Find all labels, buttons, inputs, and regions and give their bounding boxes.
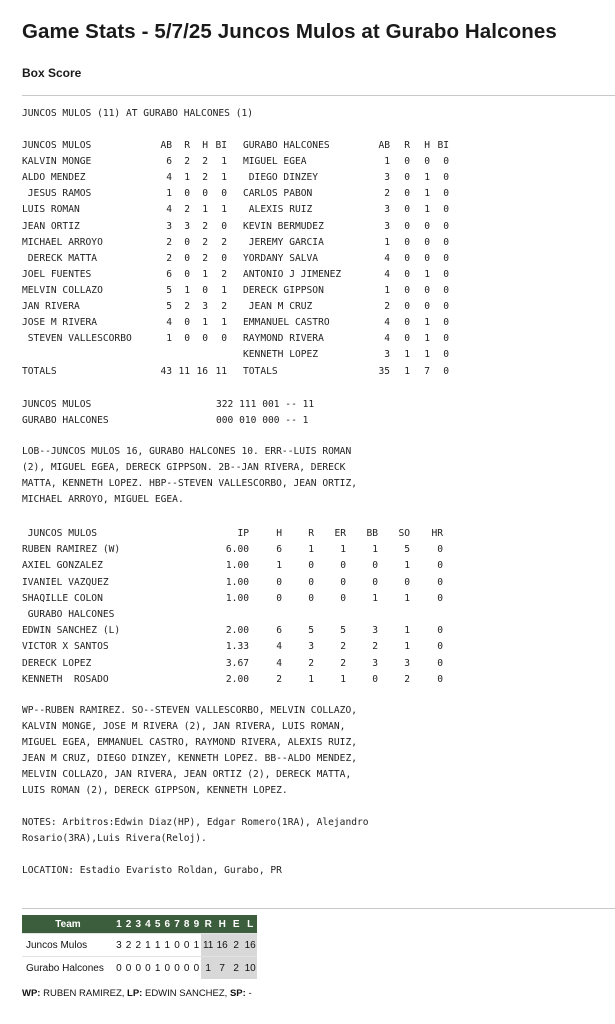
home-batter-name: DIEGO DINZEY [243, 172, 319, 184]
away-batting-header-ab: AB [160, 140, 172, 151]
pitching-header-er: ER [334, 528, 346, 539]
home-batter-name: JEREMY GARCIA [243, 236, 324, 248]
away-pitcher-h: 6 [276, 544, 282, 556]
pitching-header-r: R [308, 528, 314, 539]
home-pitcher-so: 2 [404, 673, 410, 685]
linescore-lob: 10 [243, 957, 257, 980]
home-pitcher-r: 1 [308, 673, 314, 685]
away-batter-h: 0 [202, 284, 208, 296]
home-batter-bi: 0 [443, 156, 449, 168]
away-totals-ab: 43 [160, 366, 172, 377]
home-batter-bi: 0 [443, 236, 449, 248]
location-note: LOCATION: Estadio Evaristo Roldan, Gurabo, PR [22, 865, 282, 876]
home-batter-h: 1 [424, 188, 430, 200]
away-pitcher-bb: 0 [372, 560, 378, 572]
home-pitcher-h: 4 [276, 641, 282, 653]
away-batter-h: 2 [202, 220, 208, 232]
home-batter-ab: 4 [384, 268, 390, 280]
home-pitcher-bb: 0 [372, 673, 378, 685]
away-batter-h: 1 [202, 317, 208, 329]
away-batter-name: JOEL FUENTES [22, 268, 92, 280]
linescore-header-8: 8 [182, 915, 192, 934]
home-batter-ab: 3 [384, 349, 390, 361]
home-pitcher-ip: 2.00 [225, 673, 249, 685]
home-batter-h: 0 [424, 252, 430, 264]
away-batter-r: 2 [184, 204, 190, 216]
lp-value: EDWIN SANCHEZ, [142, 988, 230, 999]
home-pitcher-r: 3 [308, 641, 314, 653]
home-pitcher-h: 4 [276, 657, 282, 669]
away-batter-r: 1 [184, 172, 190, 184]
away-batter-ab: 5 [166, 301, 172, 312]
away-batter-h: 0 [202, 188, 208, 200]
away-pitcher-r: 0 [308, 576, 314, 588]
home-pitcher-er: 2 [340, 641, 346, 653]
away-batting-header-name: JUNCOS MULOS [22, 140, 92, 151]
away-pitcher-so: 0 [404, 576, 410, 588]
home-batter-ab: 4 [384, 252, 390, 264]
away-batter-ab: 4 [166, 204, 172, 216]
linescore-hits: 7 [215, 957, 229, 980]
away-batter-r: 0 [184, 252, 190, 264]
away-pitcher-name: SHAQILLE COLON [22, 592, 103, 604]
home-pitcher-name: DERECK LOPEZ [22, 657, 92, 669]
home-batter-ab: 1 [384, 156, 390, 168]
away-batter-h: 1 [202, 268, 208, 280]
home-totals-name: TOTALS [243, 366, 278, 377]
home-batter-name: KENNETH LOPEZ [243, 349, 319, 361]
home-batting-header-ab: AB [378, 140, 390, 151]
home-pitcher-hr: 0 [437, 657, 443, 669]
away-batter-bi: 1 [221, 204, 227, 216]
home-batter-bi: 0 [443, 268, 449, 280]
away-pitcher-r: 0 [308, 560, 314, 572]
away-pitcher-h: 1 [276, 560, 282, 572]
home-pitcher-r: 2 [308, 657, 314, 669]
sp-value: - [245, 988, 252, 999]
away-batter-name: MELVIN COLLAZO [22, 284, 103, 296]
away-batter-ab: 6 [166, 268, 172, 280]
home-batter-bi: 0 [443, 188, 449, 200]
score-line-innings: 322 111 001 -- 11 [216, 399, 315, 410]
away-batter-r: 0 [184, 236, 190, 248]
linescore-header-h: H [215, 915, 229, 934]
linescore-team-name: Juncos Mulos [22, 934, 114, 957]
linescore-header-3: 3 [133, 915, 143, 934]
home-batter-r: 0 [404, 220, 410, 232]
away-batting-header-h: H [202, 140, 208, 151]
away-batter-name: JAN RIVERA [22, 301, 80, 312]
linescore-inning-9: 1 [192, 934, 202, 957]
away-batter-name: LUIS ROMAN [22, 204, 80, 216]
home-batting-header-bi: BI [437, 140, 449, 151]
linescore-inning-7: 0 [172, 957, 182, 980]
home-batter-r: 0 [404, 252, 410, 264]
away-pitcher-bb: 1 [372, 544, 378, 556]
away-pitcher-bb: 1 [372, 592, 378, 604]
home-batter-r: 0 [404, 284, 410, 296]
away-pitcher-er: 0 [340, 592, 346, 604]
away-batter-h: 2 [202, 236, 208, 248]
linescore-inning-6: 1 [162, 934, 172, 957]
home-batter-ab: 3 [384, 220, 390, 232]
home-batter-r: 0 [404, 236, 410, 248]
away-batter-name: STEVEN VALLESCORBO [22, 333, 132, 345]
away-pitcher-er: 1 [340, 544, 346, 556]
away-batter-r: 0 [184, 317, 190, 329]
home-pitcher-r: 5 [308, 625, 314, 637]
home-batter-ab: 3 [384, 204, 390, 216]
home-batter-h: 1 [424, 349, 430, 361]
away-batter-r: 0 [184, 333, 190, 345]
away-batter-bi: 2 [221, 268, 227, 280]
away-batter-bi: 0 [221, 333, 227, 345]
away-batter-bi: 1 [221, 317, 227, 329]
away-batter-ab: 1 [166, 188, 172, 200]
away-batter-name: JESUS RAMOS [22, 188, 92, 200]
linescore-lob: 16 [243, 934, 257, 957]
score-line-innings: 000 010 000 -- 1 [216, 415, 309, 426]
linescore-row [22, 934, 257, 957]
away-pitcher-h: 0 [276, 592, 282, 604]
linescore-header-7: 7 [172, 915, 182, 934]
away-batter-ab: 5 [166, 284, 172, 296]
home-pitcher-ip: 3.67 [225, 657, 249, 669]
home-batter-h: 0 [424, 301, 430, 312]
away-batting-header-r: R [184, 140, 190, 151]
game-headline: JUNCOS MULOS (11) AT GURABO HALCONES (1) [22, 108, 254, 119]
away-batter-ab: 2 [166, 252, 172, 264]
away-batter-ab: 3 [166, 220, 172, 232]
away-batter-bi: 1 [221, 284, 227, 296]
home-pitcher-name: KENNETH ROSADO [22, 673, 109, 685]
home-batter-bi: 0 [443, 172, 449, 184]
linescore-inning-4: 0 [143, 957, 153, 980]
home-batting-header-name: GURABO HALCONES [243, 140, 330, 151]
home-batter-h: 0 [424, 236, 430, 248]
home-batter-h: 0 [424, 220, 430, 232]
home-pitcher-ip: 1.33 [225, 641, 249, 653]
away-batter-ab: 2 [166, 236, 172, 248]
linescore-errors: 2 [229, 934, 243, 957]
home-batter-name: YORDANY SALVA [243, 252, 319, 264]
away-batter-r: 3 [184, 220, 190, 232]
away-batter-r: 0 [184, 188, 190, 200]
away-batter-h: 2 [202, 156, 208, 168]
linescore-errors: 2 [229, 957, 243, 980]
linescore-header-row [22, 915, 257, 934]
linescore-header-r: R [201, 915, 215, 934]
away-batting-header-bi: BI [215, 140, 227, 151]
away-batter-bi: 0 [221, 188, 227, 200]
home-pitcher-ip: 2.00 [225, 625, 249, 637]
away-pitcher-h: 0 [276, 576, 282, 588]
home-batter-h: 1 [424, 317, 430, 329]
away-pitcher-bb: 0 [372, 576, 378, 588]
umpire-notes: NOTES: Arbitros:Edwin Diaz(HP), Edgar Romero(1RA), Alejandro Rosario(3RA),Luis Rivera(Reloj). [22, 817, 369, 844]
home-batter-ab: 4 [384, 317, 390, 329]
linescore-team-name: Gurabo Halcones [22, 957, 114, 980]
away-pitcher-name: AXIEL GONZALEZ [22, 560, 103, 572]
decisions-footer [22, 988, 252, 999]
home-batter-r: 0 [404, 268, 410, 280]
away-batter-r: 2 [184, 301, 190, 312]
away-pitcher-name: IVANIEL VAZQUEZ [22, 576, 109, 588]
away-pitcher-ip: 1.00 [225, 576, 249, 588]
home-batter-ab: 1 [384, 284, 390, 296]
home-batter-r: 0 [404, 317, 410, 329]
away-batter-name: JEAN ORTIZ [22, 220, 80, 232]
divider [22, 908, 615, 909]
away-batter-h: 0 [202, 333, 208, 345]
home-pitcher-name: VICTOR X SANTOS [22, 641, 109, 653]
away-pitcher-ip: 1.00 [225, 592, 249, 604]
home-batter-bi: 0 [443, 317, 449, 329]
home-batter-name: EMMANUEL CASTRO [243, 317, 330, 329]
away-batter-name: MICHAEL ARROYO [22, 236, 103, 248]
linescore-inning-8: 0 [182, 957, 192, 980]
linescore-header-2: 2 [124, 915, 134, 934]
home-batting-header-r: R [404, 140, 410, 151]
away-batter-r: 2 [184, 156, 190, 168]
home-batter-name: CARLOS PABON [243, 188, 313, 200]
wp-label: WP: [22, 988, 41, 999]
away-pitcher-name: RUBEN RAMIREZ (W) [22, 544, 121, 556]
away-pitcher-er: 0 [340, 560, 346, 572]
away-batter-h: 2 [202, 252, 208, 264]
pitching-header-so: SO [398, 528, 410, 539]
home-batter-h: 1 [424, 268, 430, 280]
away-batter-bi: 2 [221, 301, 227, 312]
home-batter-h: 1 [424, 172, 430, 184]
home-batter-r: 0 [404, 204, 410, 216]
home-pitcher-so: 3 [404, 657, 410, 669]
away-batter-h: 1 [202, 204, 208, 216]
linescore-inning-3: 0 [133, 957, 143, 980]
linescore-header-6: 6 [162, 915, 172, 934]
home-batter-r: 0 [404, 156, 410, 168]
home-batter-bi: 0 [443, 333, 449, 345]
linescore-inning-3: 2 [133, 934, 143, 957]
home-batter-r: 0 [404, 301, 410, 312]
home-batter-bi: 0 [443, 252, 449, 264]
home-totals-ab: 35 [378, 366, 390, 377]
home-batter-bi: 0 [443, 284, 449, 296]
score-line-team: JUNCOS MULOS [22, 399, 92, 410]
linescore-inning-1: 0 [114, 957, 124, 980]
home-pitching-team: GURABO HALCONES [22, 609, 115, 620]
linescore-inning-2: 0 [124, 957, 134, 980]
home-batting-header-h: H [424, 140, 430, 151]
home-batter-ab: 4 [384, 333, 390, 345]
page-title: Game Stats - 5/7/25 Juncos Mulos at Gurabo Halcones [22, 20, 557, 43]
home-pitcher-er: 5 [340, 625, 346, 637]
away-batter-r: 0 [184, 268, 190, 280]
home-batter-name: ALEXIS RUIZ [243, 204, 313, 216]
away-batter-h: 2 [202, 172, 208, 184]
divider [22, 95, 615, 96]
home-batter-bi: 0 [443, 204, 449, 216]
home-pitcher-bb: 2 [372, 641, 378, 653]
away-pitcher-ip: 1.00 [225, 560, 249, 572]
home-pitcher-bb: 3 [372, 657, 378, 669]
home-pitcher-h: 6 [276, 625, 282, 637]
pitching-header-bb: BB [366, 528, 378, 539]
away-batter-bi: 1 [221, 156, 227, 168]
home-batter-ab: 1 [384, 236, 390, 248]
away-pitcher-hr: 0 [437, 560, 443, 572]
score-line-team: GURABO HALCONES [22, 415, 109, 426]
home-batter-name: KEVIN BERMUDEZ [243, 220, 324, 232]
linescore-header-5: 5 [153, 915, 163, 934]
wp-value: RUBEN RAMIREZ, [40, 988, 128, 999]
linescore-header-e: E [229, 915, 243, 934]
away-totals-h: 16 [196, 366, 208, 377]
linescore-hits: 16 [215, 934, 229, 957]
linescore-runs: 11 [201, 934, 215, 957]
linescore-header-1: 1 [114, 915, 124, 934]
sp-label: SP: [229, 988, 246, 999]
linescore-header-team: Team [22, 915, 114, 934]
away-pitcher-hr: 0 [437, 592, 443, 604]
home-batter-r: 0 [404, 172, 410, 184]
home-batter-r: 0 [404, 188, 410, 200]
linescore-inning-1: 3 [114, 934, 124, 957]
pitching-header-name: JUNCOS MULOS [22, 528, 98, 539]
linescore-inning-7: 0 [172, 934, 182, 957]
home-batter-name: DERECK GIPPSON [243, 284, 324, 296]
away-batter-name: JOSE M RIVERA [22, 317, 98, 329]
linescore-inning-8: 0 [182, 934, 192, 957]
home-totals-bi: 0 [443, 366, 449, 377]
pitching-header-ip: IP [237, 528, 249, 539]
away-pitcher-ip: 6.00 [225, 544, 249, 556]
away-pitcher-so: 5 [404, 544, 410, 556]
batting-notes: LOB--JUNCOS MULOS 16, GURABO HALCONES 10. ERR--LUIS ROMAN (2), MIGUEL EGEA, DERECK GIPPSON. 2B--JAN RIVERA, DERECK MATTA, KENNETH LOPEZ. HBP--STEVEN VALLESCORBO, JEAN ORTIZ, MICHAEL ARROYO, MIGUEL EGEA. [22, 446, 358, 505]
home-batter-name: RAYMOND RIVERA [243, 333, 324, 345]
pitching-header-hr: HR [431, 528, 443, 539]
away-pitcher-so: 1 [404, 592, 410, 604]
home-batter-ab: 2 [384, 188, 390, 200]
away-batter-bi: 0 [221, 252, 227, 264]
linescore-inning-9: 0 [192, 957, 202, 980]
away-batter-bi: 2 [221, 236, 227, 248]
linescore-header-l: L [243, 915, 257, 934]
lp-label: LP: [127, 988, 143, 999]
home-totals-r: 1 [404, 366, 410, 377]
linescore-inning-6: 0 [162, 957, 172, 980]
away-pitcher-hr: 0 [437, 544, 443, 556]
home-batter-ab: 3 [384, 172, 390, 184]
home-batter-h: 0 [424, 156, 430, 168]
home-pitcher-hr: 0 [437, 625, 443, 637]
home-batter-h: 1 [424, 333, 430, 345]
linescore-runs: 1 [201, 957, 215, 980]
linescore-row [22, 957, 257, 980]
away-totals-name: TOTALS [22, 366, 57, 377]
home-pitcher-so: 1 [404, 625, 410, 637]
home-batter-bi: 0 [443, 301, 449, 312]
home-pitcher-so: 1 [404, 641, 410, 653]
home-batter-h: 0 [424, 284, 430, 296]
linescore-inning-5: 1 [153, 934, 163, 957]
away-batter-name: ALDO MENDEZ [22, 172, 86, 184]
home-batter-bi: 0 [443, 349, 449, 361]
home-batter-h: 1 [424, 204, 430, 216]
linescore-inning-2: 2 [124, 934, 134, 957]
linescore-header-9: 9 [192, 915, 202, 934]
away-batter-name: DERECK MATTA [22, 252, 98, 264]
away-batter-ab: 4 [166, 172, 172, 184]
linescore-table [22, 915, 257, 979]
away-pitcher-er: 0 [340, 576, 346, 588]
away-batter-r: 1 [184, 284, 190, 296]
away-totals-r: 11 [178, 366, 190, 377]
linescore-inning-4: 1 [143, 934, 153, 957]
home-batter-name: JEAN M CRUZ [243, 301, 313, 312]
home-pitcher-hr: 0 [437, 673, 443, 685]
home-pitcher-er: 2 [340, 657, 346, 669]
away-batter-ab: 1 [166, 333, 172, 345]
home-pitcher-h: 2 [276, 673, 282, 685]
away-batter-ab: 4 [166, 317, 172, 329]
home-batter-ab: 2 [384, 301, 390, 312]
home-batter-r: 0 [404, 333, 410, 345]
pitching-header-h: H [276, 528, 282, 539]
away-batter-name: KALVIN MONGE [22, 156, 92, 168]
home-pitcher-name: EDWIN SANCHEZ (L) [22, 625, 121, 637]
home-batter-r: 1 [404, 349, 410, 361]
linescore-inning-5: 1 [153, 957, 163, 980]
linescore-header-4: 4 [143, 915, 153, 934]
section-heading-box-score: Box Score [22, 66, 82, 80]
pitching-notes: WP--RUBEN RAMIREZ. SO--STEVEN VALLESCORBO, MELVIN COLLAZO, KALVIN MONGE, JOSE M RIVERA (2), JAN RIVERA, LUIS ROMAN, MIGUEL EGEA, EMMANUEL CASTRO, RAYMOND RIVERA, ALEXIS RUIZ, JEAN M CRUZ, DIEGO DINZEY, KENNETH LOPEZ. BB--ALDO MENDEZ, MELVIN COLLAZO, JAN RIVERA, JEAN ORTIZ (2), DERECK MATTA, LUIS ROMAN (2), DERECK GIPPSON, KENNETH LOPEZ. [22, 705, 358, 796]
home-batter-name: ANTONIO J JIMENEZ [243, 268, 342, 280]
away-batter-ab: 6 [166, 156, 172, 168]
home-pitcher-er: 1 [340, 673, 346, 685]
home-pitcher-hr: 0 [437, 641, 443, 653]
away-batter-bi: 0 [221, 220, 227, 232]
away-pitcher-r: 1 [308, 544, 314, 556]
home-totals-h: 7 [424, 366, 430, 377]
away-totals-bi: 11 [215, 366, 227, 377]
away-pitcher-so: 1 [404, 560, 410, 572]
home-batter-bi: 0 [443, 220, 449, 232]
away-pitcher-hr: 0 [437, 576, 443, 588]
away-batter-h: 3 [202, 301, 208, 312]
home-batter-name: MIGUEL EGEA [243, 156, 307, 168]
away-pitcher-r: 0 [308, 592, 314, 604]
home-pitcher-bb: 3 [372, 625, 378, 637]
away-batter-bi: 1 [221, 172, 227, 184]
